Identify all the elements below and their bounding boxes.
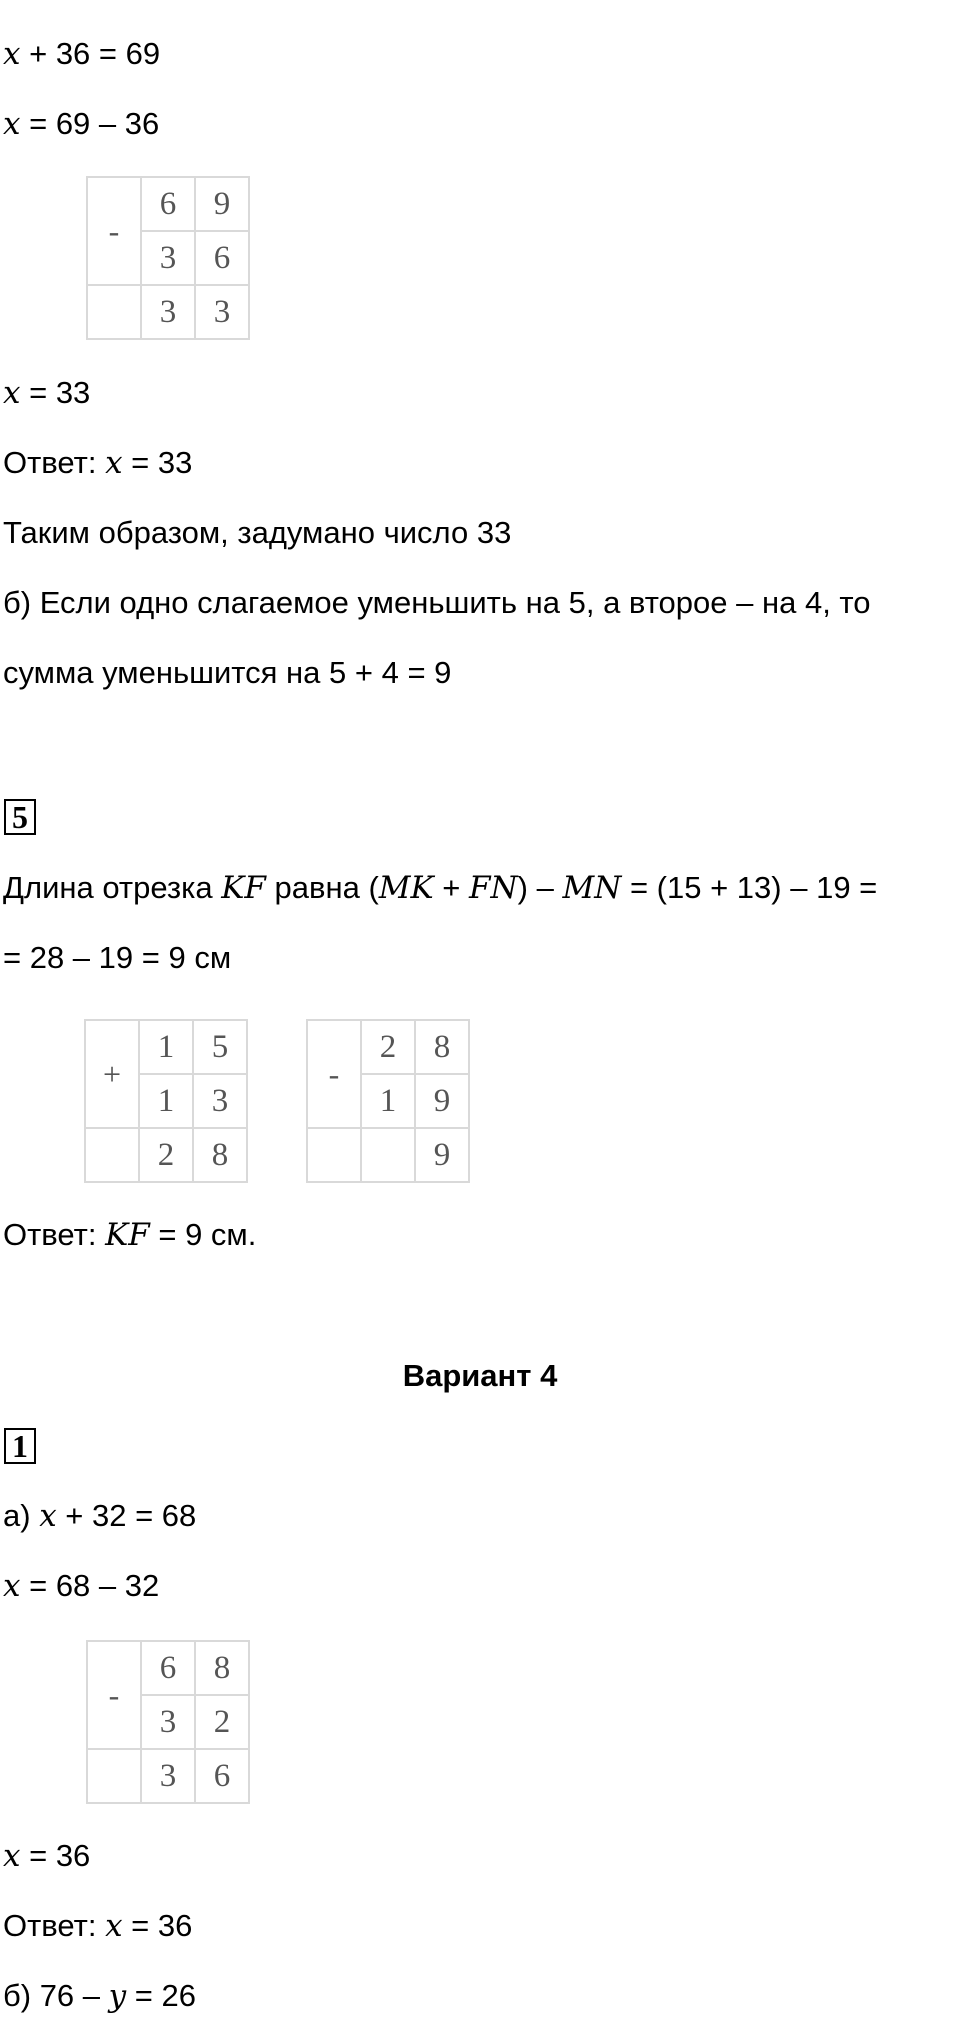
empty-cell xyxy=(87,1749,141,1803)
empty-cell xyxy=(87,285,141,339)
answer-line xyxy=(3,1906,192,1946)
empty-cell xyxy=(307,1128,361,1182)
equation-line xyxy=(3,34,160,74)
digit: 3 xyxy=(193,1074,247,1128)
digit: 6 xyxy=(141,1641,195,1695)
var-x: x xyxy=(3,1838,21,1874)
segment-mk: MK xyxy=(378,870,434,906)
var-x: x xyxy=(105,1908,123,1944)
column-addition xyxy=(84,1019,248,1183)
task-number-box: 5 xyxy=(4,799,36,835)
segment-kf: KF xyxy=(221,870,266,906)
digit: 6 xyxy=(141,177,195,231)
answer-line xyxy=(3,443,192,483)
answer-label: Ответ: xyxy=(3,445,106,480)
equation-line: x = 36 xyxy=(3,1838,91,1874)
digit: 8 xyxy=(415,1020,469,1074)
equation-text: + 36 = 69 xyxy=(20,36,161,71)
answer-value: = 33 xyxy=(122,445,193,480)
operation-sign: - xyxy=(307,1020,361,1128)
digit: 3 xyxy=(141,1695,195,1749)
result-digit: 8 xyxy=(193,1128,247,1182)
equation-line: а) x + 32 = 68 xyxy=(3,1498,197,1534)
equation-text: = 33 xyxy=(20,375,91,410)
result-digit: 2 xyxy=(139,1128,193,1182)
operation-sign: - xyxy=(87,1641,141,1749)
segment-kf: KF xyxy=(105,1217,150,1253)
digit: 1 xyxy=(139,1074,193,1128)
answer-value: = 36 xyxy=(122,1908,193,1943)
digit: 1 xyxy=(361,1074,415,1128)
empty-cell xyxy=(85,1128,139,1182)
column-subtraction-2 xyxy=(306,1019,470,1183)
var-y: y xyxy=(108,1978,127,2014)
operation-sign: + xyxy=(85,1020,139,1128)
digit: 2 xyxy=(195,1695,249,1749)
segment-mn: MN xyxy=(562,870,622,906)
answer-value: = 9 см. xyxy=(149,1217,257,1252)
task-number-box: 1 xyxy=(4,1428,36,1464)
result-digit: 6 xyxy=(195,1749,249,1803)
answer-label: Ответ: xyxy=(3,1908,106,1943)
result-digit: 3 xyxy=(195,285,249,339)
var-x: x xyxy=(3,106,21,142)
digit: 2 xyxy=(361,1020,415,1074)
operation-sign: - xyxy=(87,177,141,285)
var-x: x xyxy=(105,445,123,481)
column-subtraction-1 xyxy=(86,176,250,340)
digit: 9 xyxy=(415,1074,469,1128)
digit: 3 xyxy=(141,231,195,285)
var-x: x xyxy=(39,1498,57,1534)
digit: 8 xyxy=(195,1641,249,1695)
digit: 5 xyxy=(193,1020,247,1074)
var-x: x xyxy=(3,375,21,411)
result-digit: 3 xyxy=(141,1749,195,1803)
text-line: = 28 – 19 = 9 см xyxy=(3,940,232,975)
digit: 9 xyxy=(195,177,249,231)
text-line: Таким образом, задумано число 33 xyxy=(3,515,512,550)
answer-label: Ответ: xyxy=(3,1217,106,1252)
result-digit: 9 xyxy=(415,1128,469,1182)
var-x: x xyxy=(3,1568,21,1604)
text-line: б) Если одно слагаемое уменьшить на 5, а второе – на 4, то xyxy=(3,585,871,620)
var-x: x xyxy=(3,36,21,72)
equation-line xyxy=(3,373,90,413)
result-digit: 3 xyxy=(141,285,195,339)
digit: 1 xyxy=(139,1020,193,1074)
result-digit xyxy=(361,1128,415,1182)
equation-line: б) 76 – y = 26 xyxy=(3,1978,196,2014)
answer-line xyxy=(3,1215,256,1255)
segment-fn: FN xyxy=(469,870,518,906)
text-line: сумма уменьшится на 5 + 4 = 9 xyxy=(3,655,452,690)
digit: 6 xyxy=(195,231,249,285)
equation-text: = 69 – 36 xyxy=(20,106,160,141)
text-line: Длина отрезка KF равна (MK + FN) – MN = (15 + 13) – 19 = xyxy=(3,870,878,906)
variant-heading: Вариант 4 xyxy=(402,1358,558,1393)
equation-line xyxy=(3,104,159,144)
equation-line: x = 68 – 32 xyxy=(3,1568,160,1604)
column-subtraction-3 xyxy=(86,1640,250,1804)
